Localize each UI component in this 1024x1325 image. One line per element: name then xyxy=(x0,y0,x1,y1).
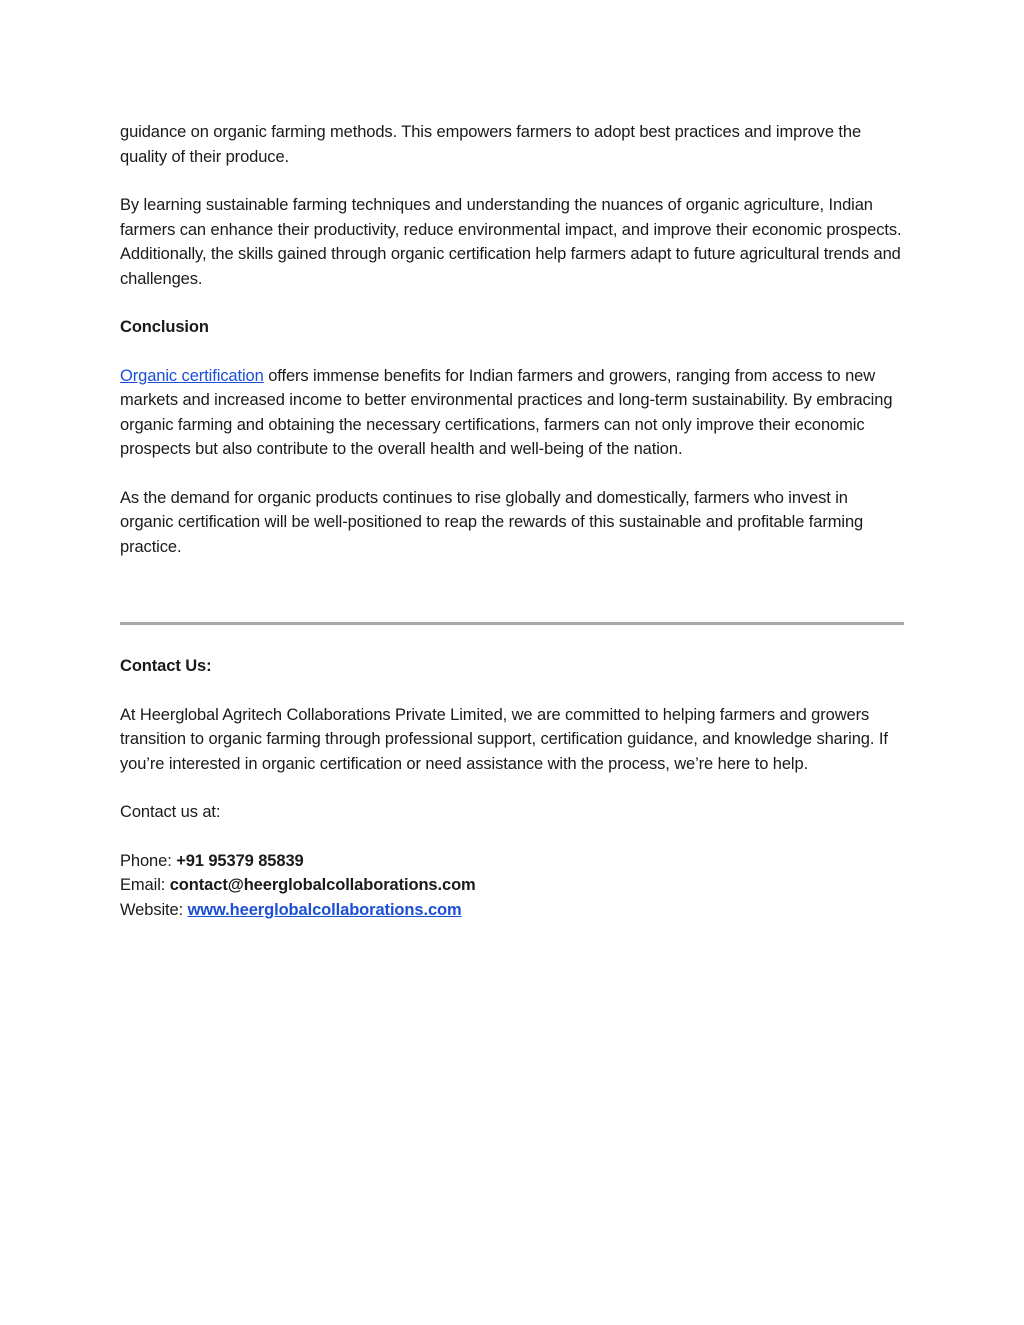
email-value: contact@heerglobalcollaborations.com xyxy=(169,876,476,894)
contact-section xyxy=(120,654,904,922)
phone-line xyxy=(120,849,904,874)
article-body xyxy=(120,120,904,559)
contact-intro: At Heerglobal Agritech Collaborations Private Limited, we are committed to helping farmers and growers transition to organic farming through professional support, certification guidance, and knowledge sharing. If you’re interested in organic certification or need assistance with the process, we’re here to help. xyxy=(120,705,888,773)
email-line xyxy=(120,873,904,898)
website-line xyxy=(120,898,904,923)
paragraph-guidance: guidance on organic farming methods. This empowers farmers to adopt best practices and improve the quality of their produce. xyxy=(120,123,862,166)
email-label: Email: xyxy=(120,876,170,894)
contact-us-at: Contact us at: xyxy=(120,803,221,821)
phone-label: Phone: xyxy=(120,851,177,870)
conclusion-heading: Conclusion xyxy=(120,318,209,336)
organic-certification-link[interactable]: Organic certification xyxy=(120,366,264,385)
paragraph-conclusion-text: offers immense benefits for Indian farmers and growers, ranging from access to new markets and increased income to better environmental practices and long-term sustainability. By embracing organic farming and obtaining the necessary certifications, farmers can not only improve their economic prospects but also contribute to the overall health and well-being of the nation. xyxy=(120,366,893,458)
paragraph-sustainable-techniques: By learning sustainable farming techniques and understanding the nuances of organic agriculture, Indian farmers can enhance their productivity, reduce environmental impact, and improve their economic prospects. Additionally, the skills gained through organic certification help farmers adapt to future agricultural trends and challenges. xyxy=(120,196,902,288)
website-label: Website: xyxy=(120,900,188,919)
paragraph-demand: As the demand for organic products continues to rise globally and domestically, farmers who invest in organic certification will be well-positioned to reap the rewards of this sustainable and profitable farming practice. xyxy=(120,488,864,556)
phone-value: +91 95379 85839 xyxy=(176,851,304,870)
section-divider xyxy=(120,622,904,625)
contact-heading: Contact Us: xyxy=(120,657,212,675)
paragraph-conclusion xyxy=(120,364,904,462)
website-link[interactable]: www.heerglobalcollaborations.com xyxy=(187,900,462,919)
